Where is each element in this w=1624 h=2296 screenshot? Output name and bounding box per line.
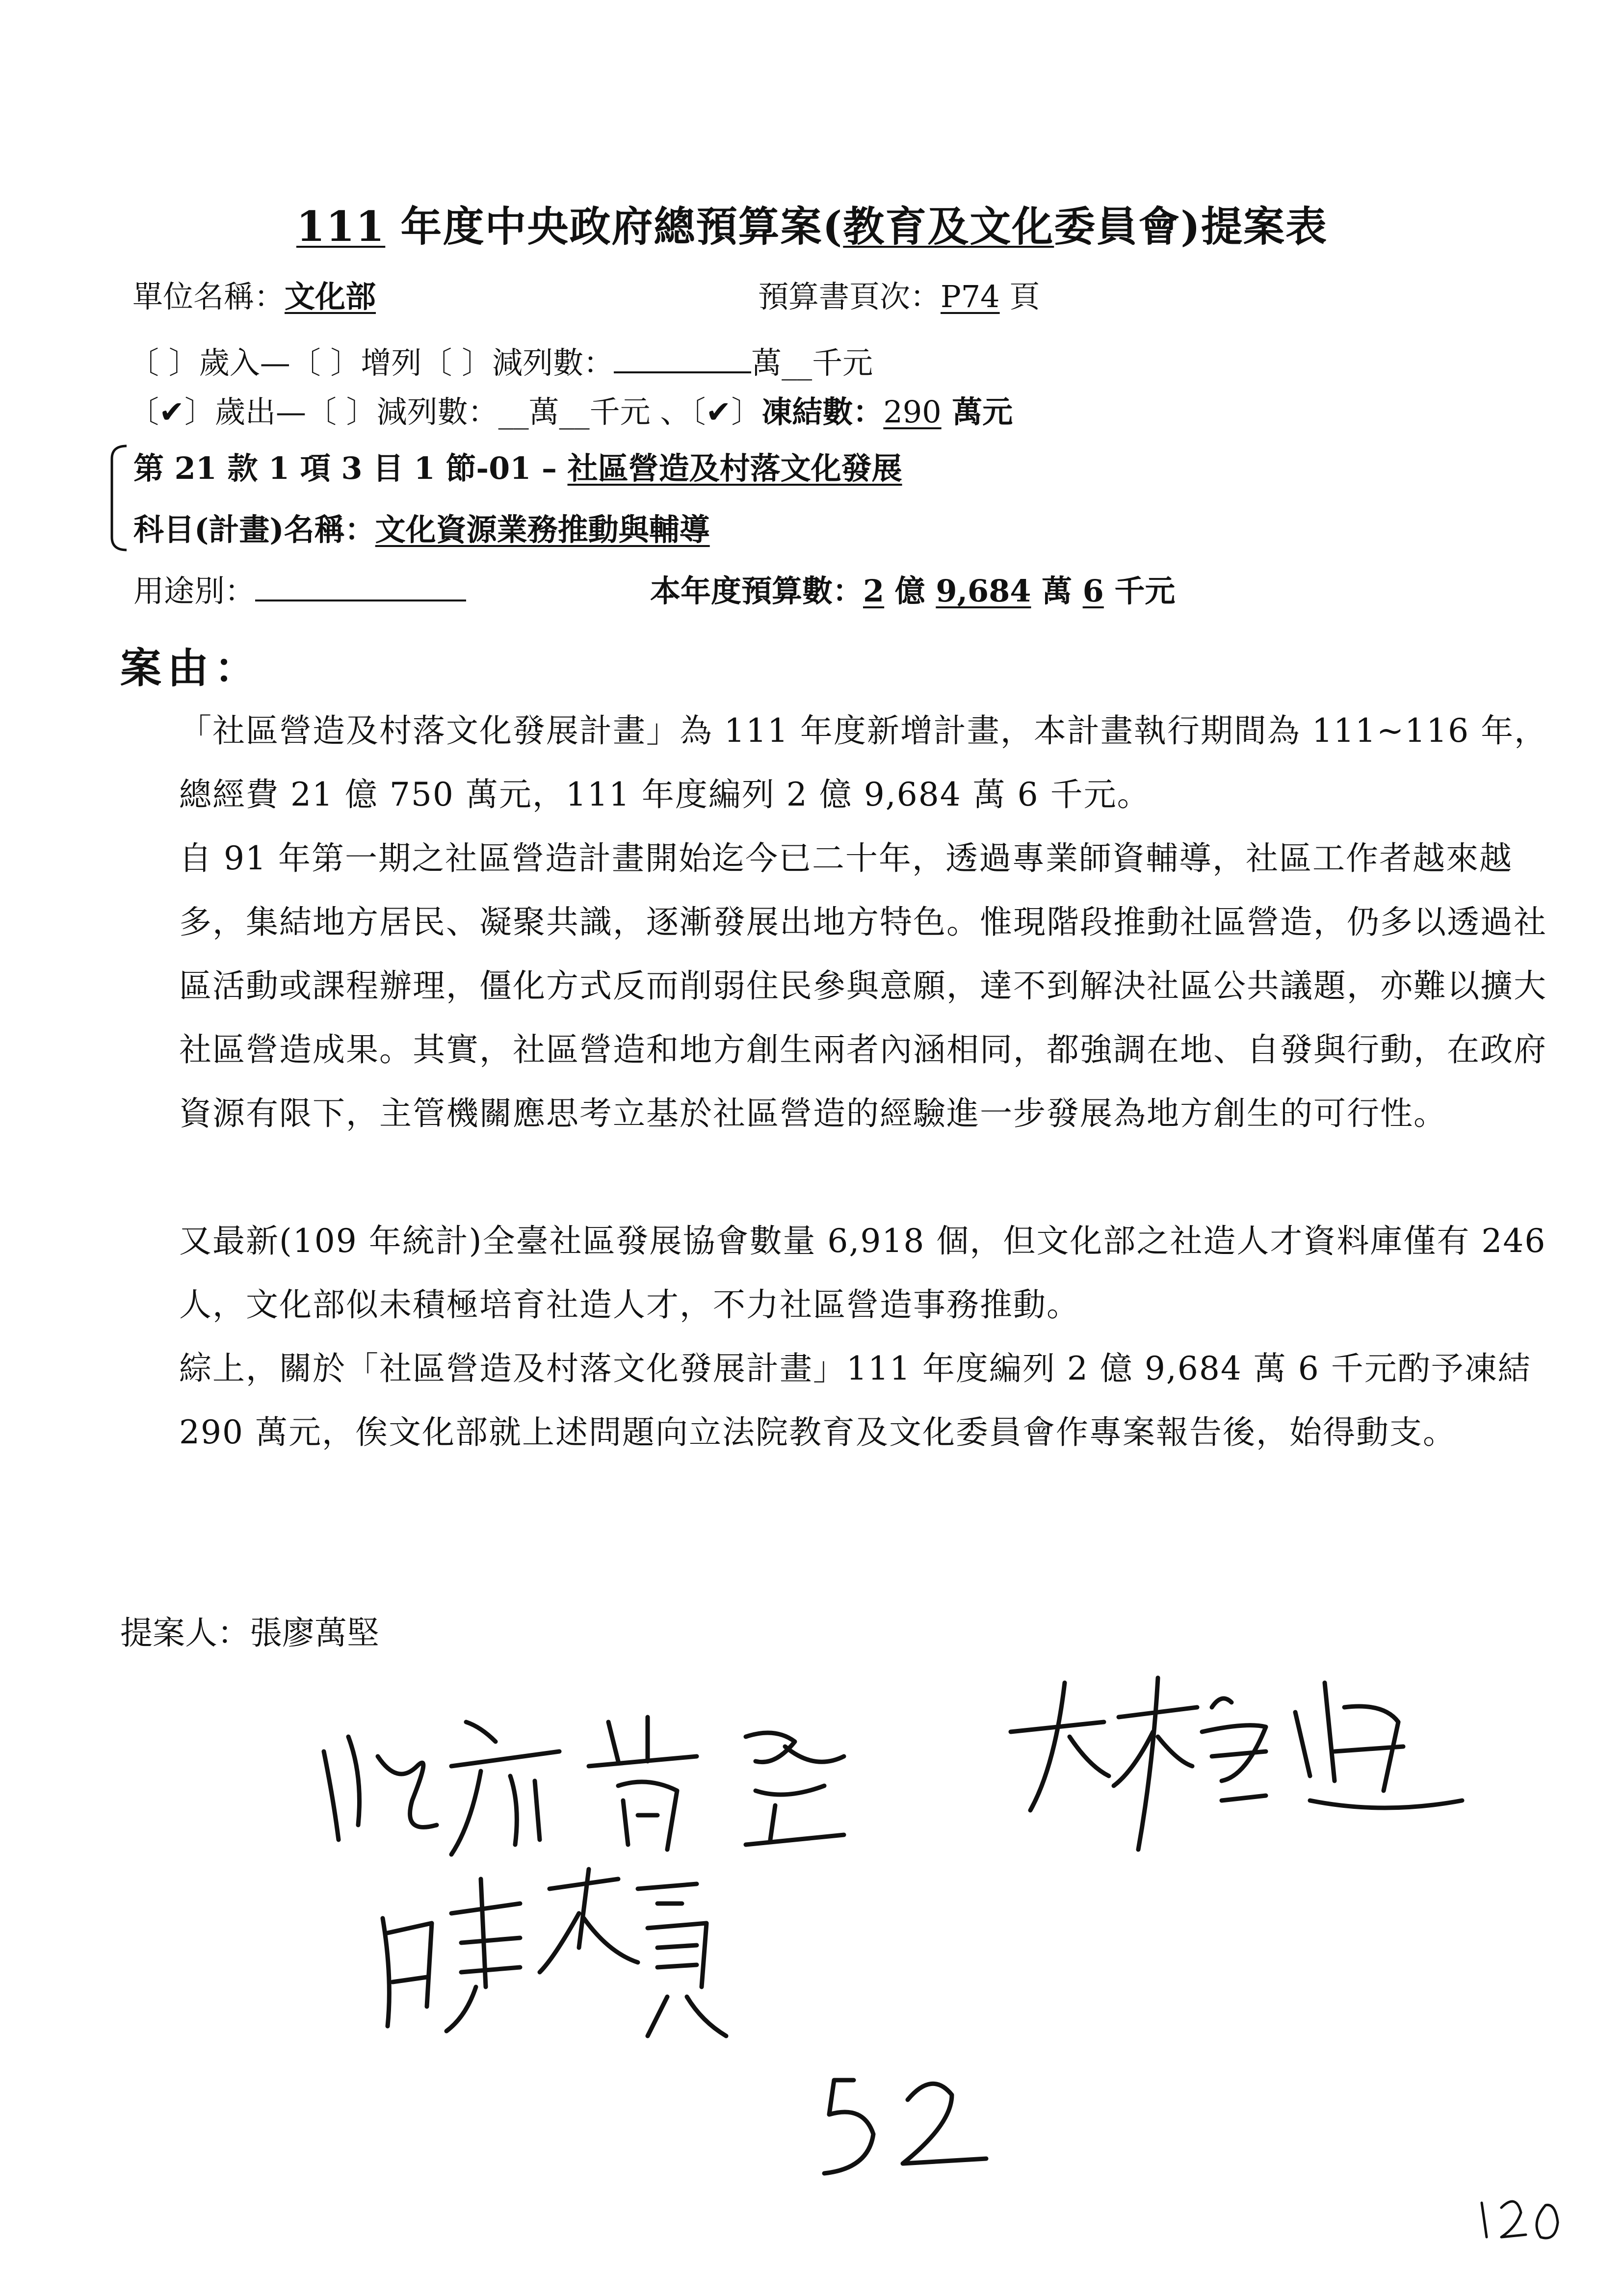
proposer-line [120,1607,379,1653]
item-name: 社區營造及村落文化發展 [567,450,902,486]
budget-t1: 億 [884,573,936,609]
freeze-label: 凍結數： [761,394,884,430]
reason-paragraph-2: 自 91 年第一期之社區營造計畫開始迄今已二十年，透過專業師資輔導，社區工作者越來越多，集結地方居民、凝聚共識，逐漸發展出地方特色。惟現階段推動社區營造，仍多以透過社區活動或課程辦理，僵化方式反而削弱住民參與意願，達不到解決社區公共議題，亦難以擴大社區營造成果。其實，社區營造和地方創生兩者內涵相同，都強調在地、自發與行動，在政府資源有限下，主管機關應思考立基於社區營造的經驗進一步發展為地方創生的可行性。 [179,839,1547,1132]
unit-value: 文化部 [285,279,376,314]
reason-paragraph-3: 又最新(109 年統計)全臺社區發展協會數量 6,918 個，但文化部之社造人才資料庫僅有 246 人，文化部似未積極培育社造人才，不力社區營造事務推動。 [179,1222,1546,1324]
signature-1 [304,1678,922,1864]
budget-v3: 6 [1082,573,1104,609]
title-end: 委員會)提案表 [1054,202,1328,251]
title-year: 111 [296,202,386,251]
freeze-unit: 萬元 [941,394,1013,430]
expense-line [129,388,1013,431]
proposer-label: 提案人： [120,1614,250,1652]
page-ref-row [758,272,1040,316]
reason-paragraph-4: 綜上，關於「社區營造及村落文化發展計畫」111 年度編列 2 億 9,684 萬 6 千元酌予凍結 290 萬元，俟文化部就上述問題向立法院教育及文化委員會作專案報告後，始得動支。 [179,1350,1531,1451]
expense-prefix: 〔✔〕歲出—〔 〕減列數：__萬__千元 、〔✔〕 [129,394,762,430]
unit-row [132,272,376,316]
proposer-name: 張廖萬堅 [250,1614,379,1652]
page-value: P74 [941,279,1000,314]
budget-v2: 9,684 [936,573,1031,609]
usage-line [133,567,466,610]
signature-2 [991,1653,1482,1859]
usage-blank [255,575,466,601]
usage-label: 用途別： [133,573,256,609]
budget-label: 本年度預算數： [650,573,864,609]
unit-label: 單位名稱： [132,279,285,314]
page-label: 預算書頁次： [758,279,941,314]
subject-line [133,505,710,549]
signature-3 [363,1859,736,2065]
reason-body [179,699,1558,1558]
form-title [0,194,1624,253]
reason-heading: 案由： [120,644,262,692]
item-code: 第 21 款 1 項 3 目 1 節-01 – [133,450,568,486]
revenue-prefix: 〔 〕歲入—〔 〕增列〔 〕減列數： [129,345,614,381]
budget-v1: 2 [863,573,885,609]
budget-t3: 千元 [1103,573,1176,609]
budget-t2: 萬 [1031,573,1083,609]
revenue-line [129,339,873,382]
left-bracket [109,444,129,552]
reason-paragraph-1: 「社區營造及村落文化發展計畫」為 111 年度新增計畫，本計畫執行期間為 111~116 年，總經費 21 億 750 萬元，111 年度編列 2 億 9,684 萬 6 千元。 [179,712,1548,813]
subject-value: 文化資源業務推動與輔導 [375,512,710,548]
title-committee: 教育及文化 [843,202,1054,251]
item-line [133,444,902,488]
corner-number [1472,2183,1570,2252]
budget-line [650,567,1175,610]
page-suffix: 頁 [999,279,1040,314]
subject-label: 科目(計畫)名稱： [133,512,375,548]
freeze-value: 290 [883,394,942,430]
revenue-blank [614,347,751,373]
title-mid: 年度中央政府總預算案( [385,202,843,251]
revenue-suffix: 萬__千元 [751,345,873,381]
handwritten-page-number [805,2061,1001,2188]
